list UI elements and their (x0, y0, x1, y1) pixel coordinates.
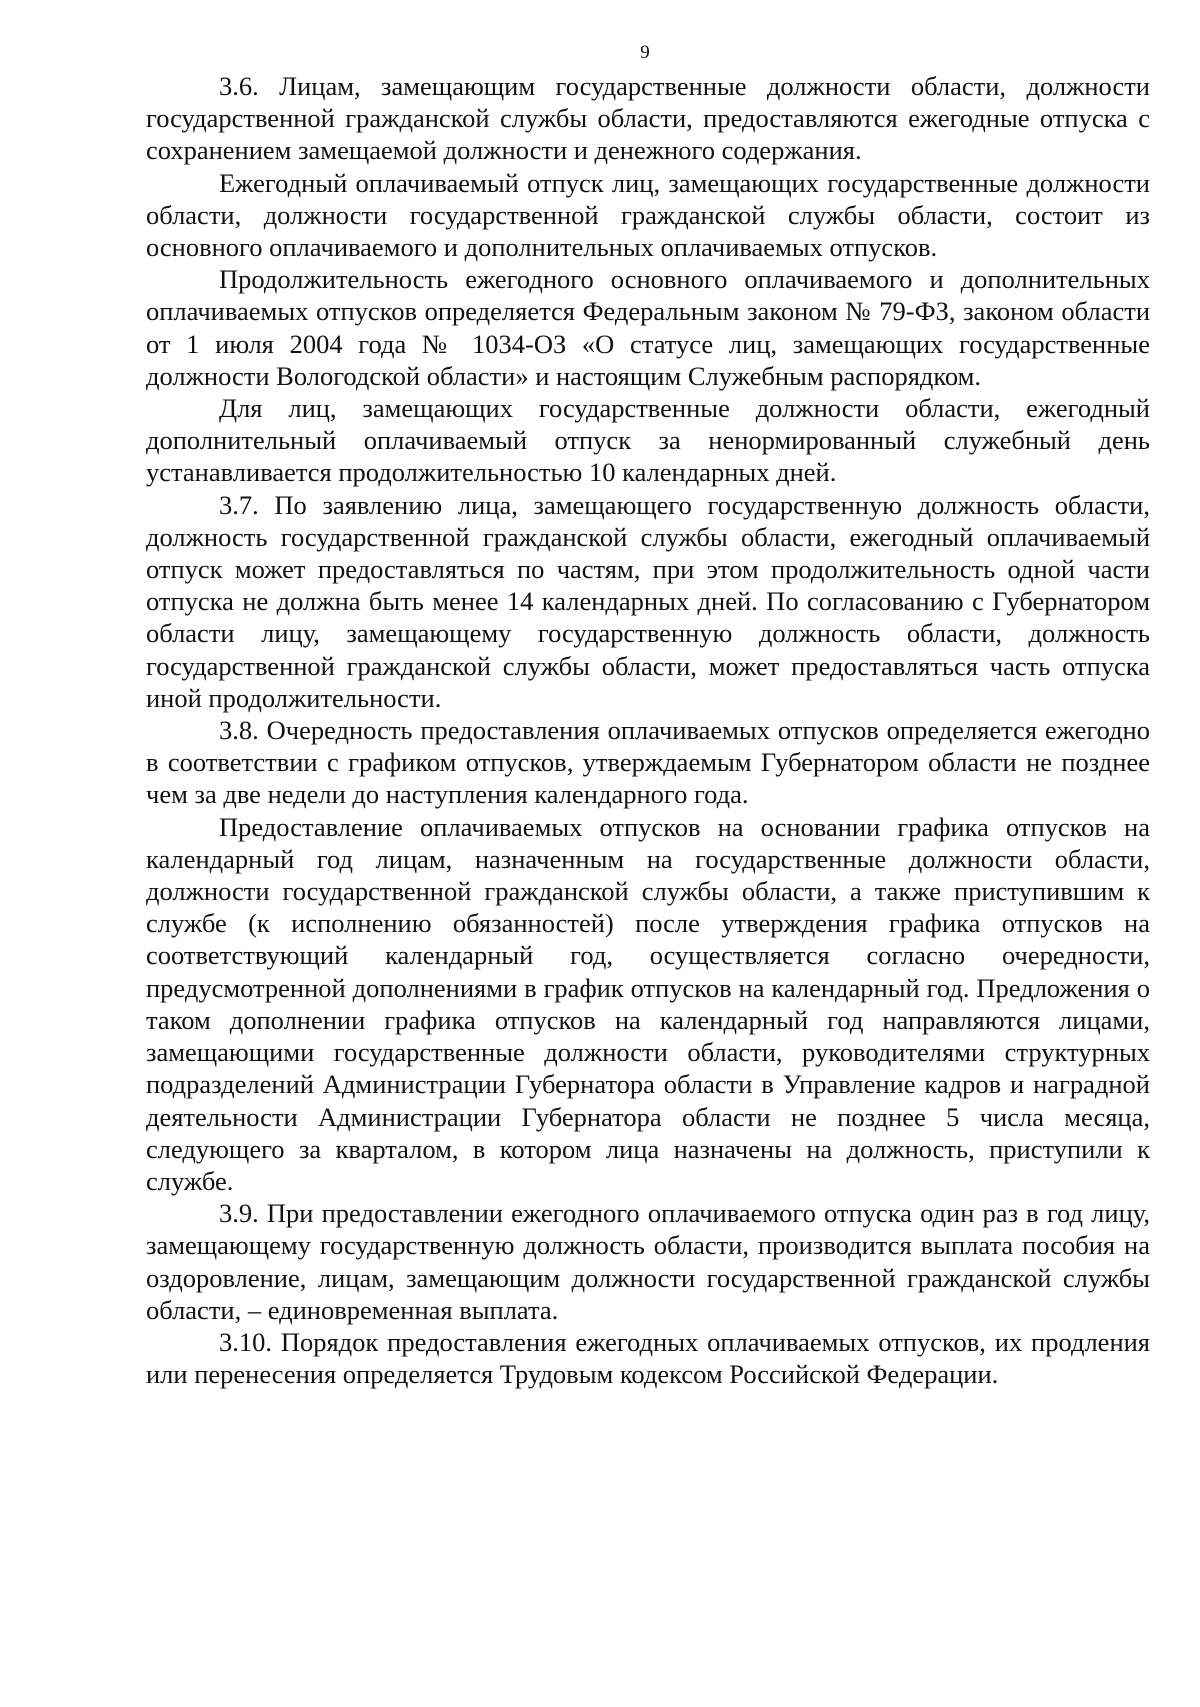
paragraph-leave-schedule: Предоставление оплачиваемых отпусков на основании графика отпусков на календарный год лицам, назначенным на государственные должности области, должности государственной гражданской службы области, а также приступившим к службе (к исполнению обязанностей) после утверждения графика отпусков на соответствующий календарный год, осуществляется согласно очередности, предусмотренной дополнениями в график отпусков на календарный год. Предложения о таком дополнении графика отпусков на календарный год направляются лицами, замещающими государственные должности области, руководителями структурных подразделений Администрации Губернатора области в Управление кадров и наградной деятельности Администрации Губернатора области не позднее 5 числа месяца, следующего за кварталом, в котором лица назначены на должность, приступили к службе. (146, 811, 1150, 1196)
paragraph-annual-leave-composition: Ежегодный оплачиваемый отпуск лиц, замещающих государственные должности области, должности государственной гражданской службы области, состоит из основного оплачиваемого и дополнительных оплачиваемых отпусков. (146, 167, 1150, 263)
paragraph-3-8: 3.8. Очередность предоставления оплачиваемых отпусков определяется ежегодно в соответствии с графиком отпусков, утверждаемым Губернатором области не позднее чем за две недели до наступления календарного года. (146, 715, 1150, 810)
document-body (146, 70, 1150, 1390)
paragraph-leave-duration: Продолжительность ежегодного основного оплачиваемого и дополнительных оплачиваемых отпусков определяется Федеральным законом № 79-ФЗ, законом области от 1 июля 2004 года № 1034-ОЗ «О статусе лиц, замещающих государственные должности Вологодской области» и настоящим Служебным распорядком. (146, 264, 1150, 391)
paragraph-3-7: 3.7. По заявлению лица, замещающего государственную должность области, должность государственной гражданской службы области, ежегодный оплачиваемый отпуск может предоставляться по частям, при этом продолжительность одной части отпуска не должна быть менее 14 календарных дней. По согласованию с Губернатором области лицу, замещающему государственную должность области, должность государственной гражданской службы области, может предоставляться часть отпуска иной продолжительности. (146, 489, 1150, 713)
page-number: 9 (640, 42, 650, 63)
paragraph-3-9: 3.9. При предоставлении ежегодного оплачиваемого отпуска один раз в год лицу, замещающему государственную должность области, производится выплата пособия на оздоровление, лицам, замещающим должности государственной гражданской службы области, – единовременная выплата. (146, 1198, 1150, 1325)
paragraph-3-10: 3.10. Порядок предоставления ежегодных оплачиваемых отпусков, их продления или перенесения определяется Трудовым кодексом Российской Федерации. (146, 1326, 1150, 1390)
paragraph-3-6: 3.6. Лицам, замещающим государственные должности области, должности государственной гражданской службы области, предоставляются ежегодные отпуска с сохранением замещаемой должности и денежного содержания. (146, 71, 1150, 166)
paragraph-irregular-day-leave: Для лиц, замещающих государственные должности области, ежегодный дополнительный оплачиваемый отпуск за ненормированный служебный день устанавливается продолжительностью 10 календарных дней. (146, 393, 1150, 488)
